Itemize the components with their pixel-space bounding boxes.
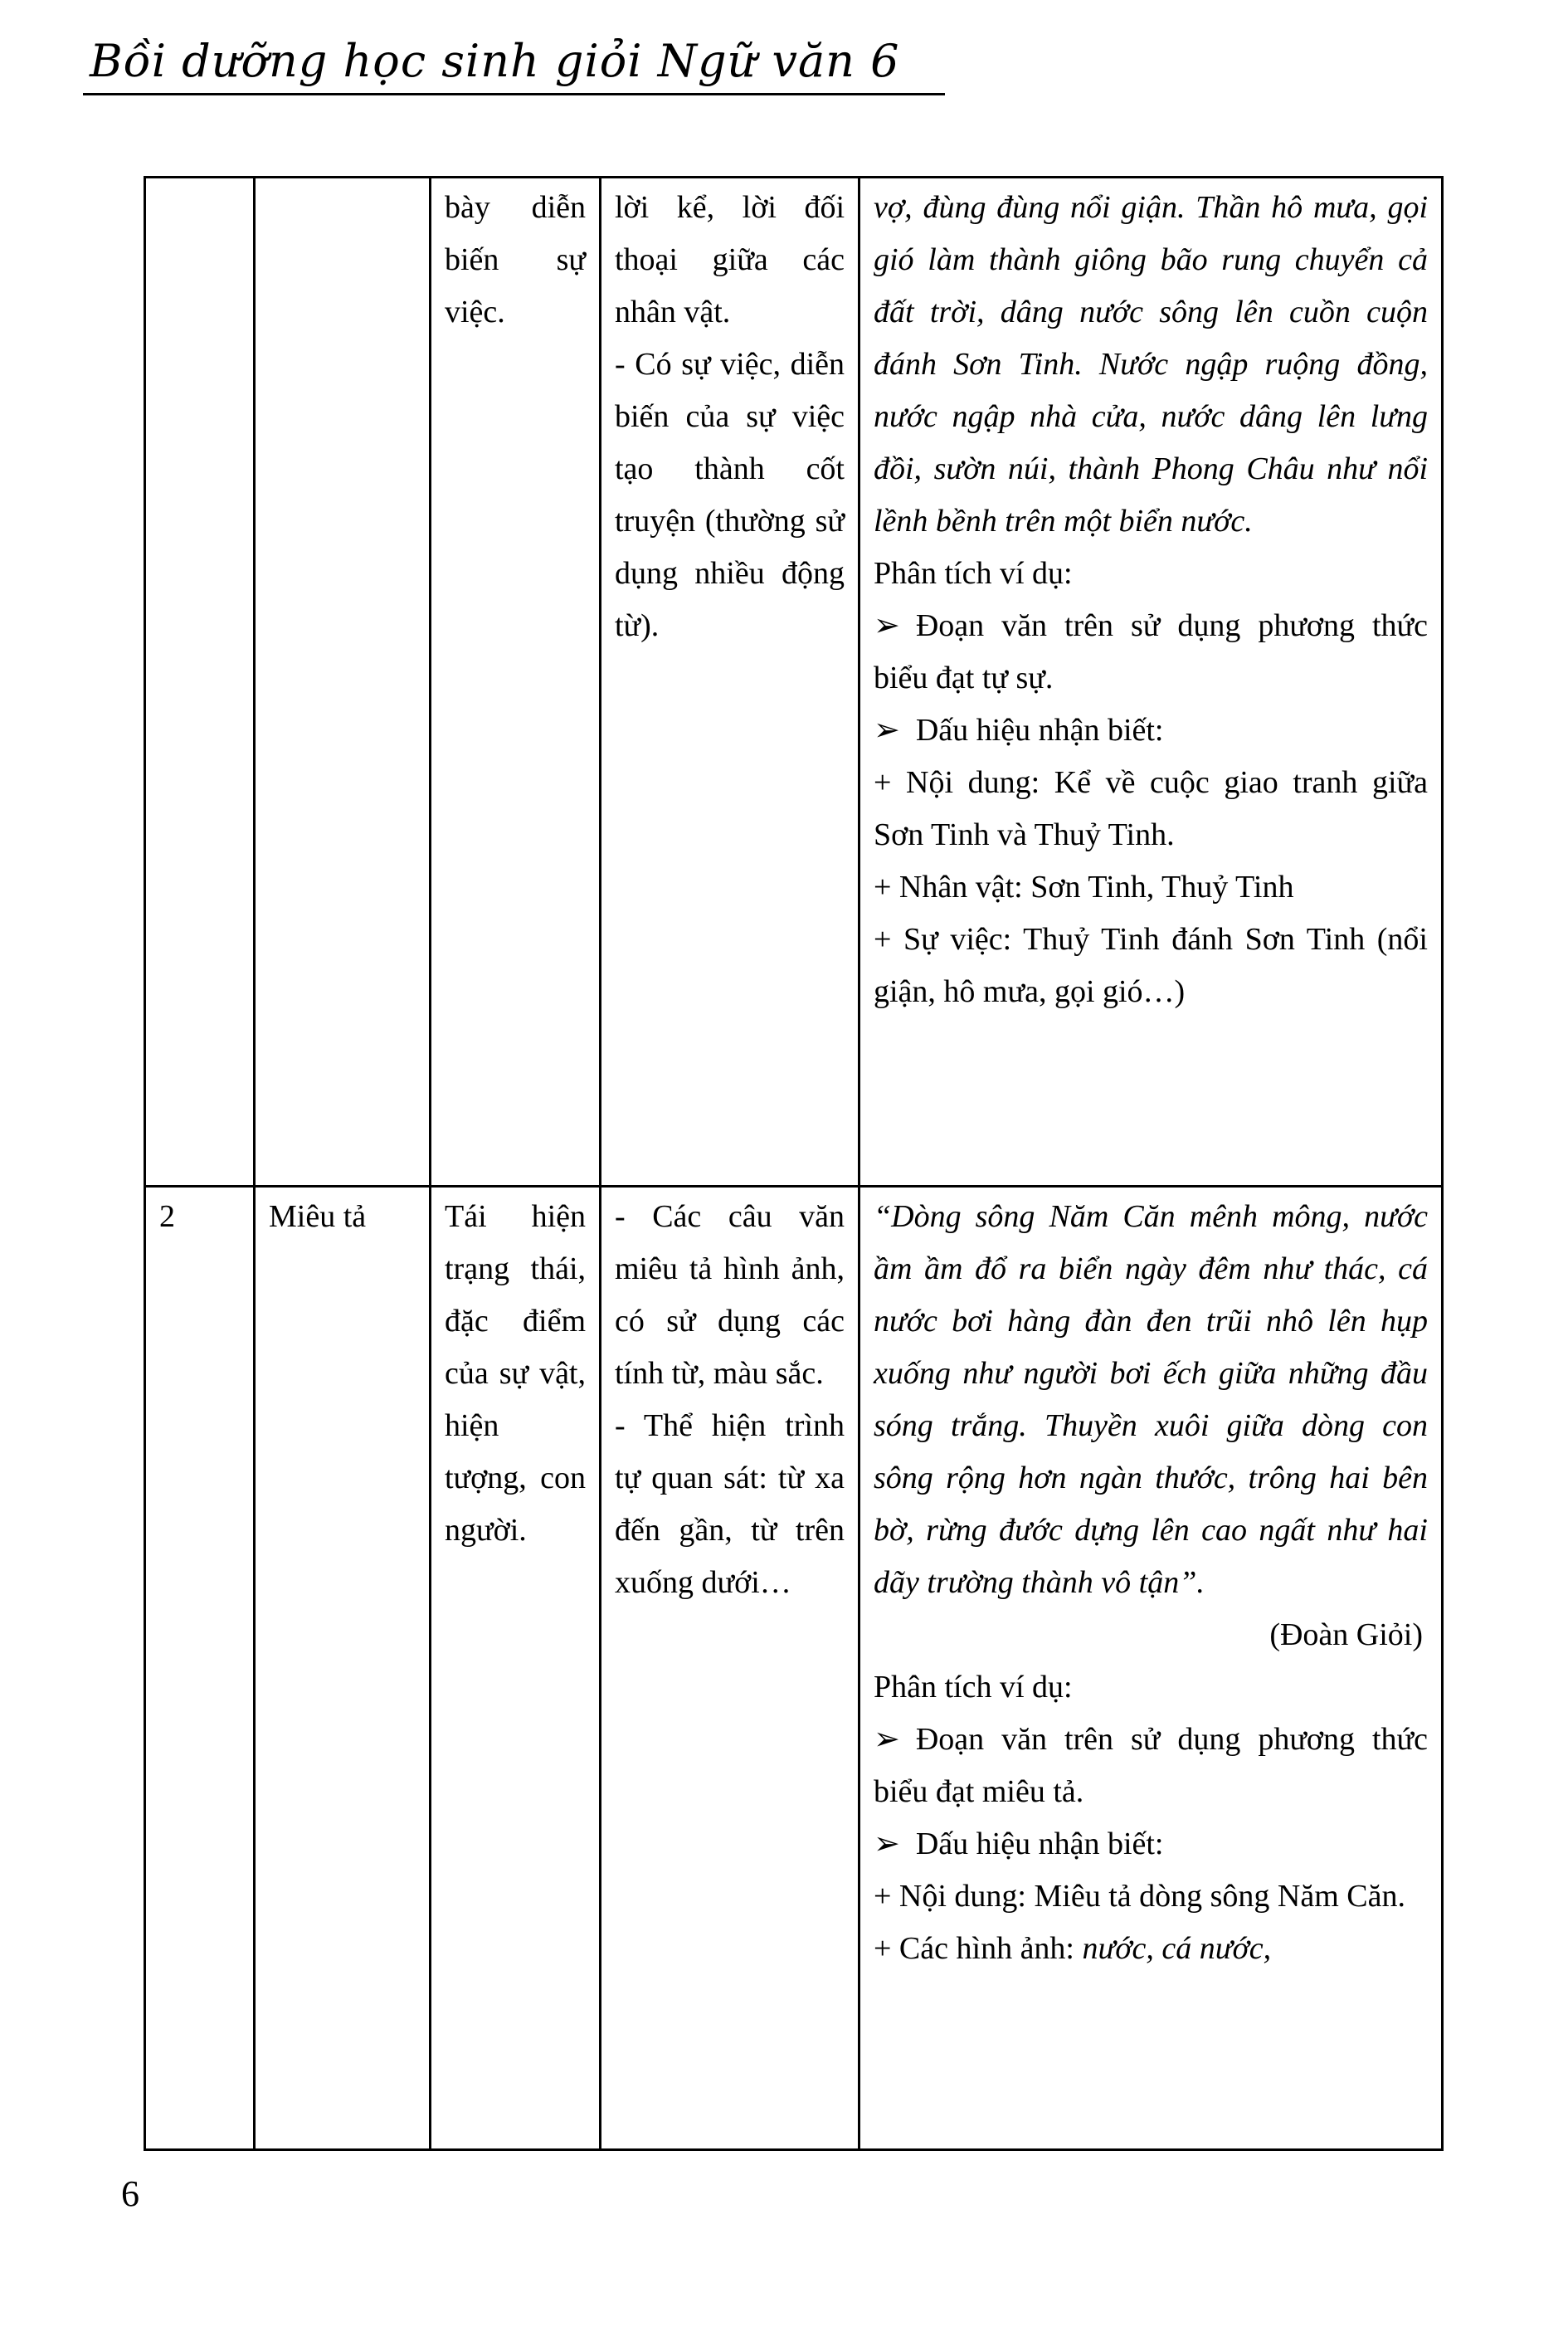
- row1-purpose-text: bày diễn biến sự việc.: [445, 190, 586, 329]
- row2-method-text: Miêu tả: [269, 1199, 367, 1234]
- page-number: 6: [121, 2173, 139, 2214]
- row1-plus-item: + Sự việc: Thuỷ Tinh đánh Sơn Tinh (nổi giận, hô mưa, gọi gió…): [874, 922, 1428, 1009]
- cell-row1-method: [255, 178, 431, 1187]
- row1-example-quote: vợ, đùng đùng nổi giận. Thần hô mưa, gọi gió làm thành giông bão rung chuyển cả đất trời, dâng nước sông lên cuồn cuộn đánh Sơn Tinh. Nước ngập ruộng đồng, nước ngập nhà cửa, nước dâng lên lưng đồi, sườn núi, thành Phong Châu như nổi lềnh bềnh trên một biển nước.: [874, 190, 1428, 539]
- row1-bullet-item: ➢ Dấu hiệu nhận biết:: [874, 713, 1164, 748]
- row2-analysis-label: Phân tích ví dụ:: [874, 1670, 1073, 1705]
- row2-purpose-text: Tái hiện trạng thái, đặc điểm của sự vật, hiện tượng, con người.: [445, 1199, 586, 1548]
- table-row: [145, 178, 1443, 1187]
- row2-plus-item-images: nước, cá nước,: [1082, 1931, 1272, 1966]
- running-head-title: Bồi dưỡng học sinh giỏi Ngữ văn 6: [83, 33, 945, 95]
- cell-row2-example: [859, 1187, 1443, 2150]
- row1-signs-paragraph: - Có sự việc, diễn biến của sự việc tạo thành cốt truyện (thường sử dụng nhiều động từ).: [615, 347, 845, 643]
- row2-bullet-item: ➢ Dấu hiệu nhận biết:: [874, 1826, 1164, 1861]
- row2-stt-text: 2: [159, 1199, 175, 1234]
- row2-plus-item-prefix: + Các hình ảnh:: [874, 1931, 1083, 1966]
- row1-analysis-label: Phân tích ví dụ:: [874, 556, 1073, 591]
- cell-row1-example: [859, 178, 1443, 1187]
- cell-row2-signs: [601, 1187, 859, 2150]
- table-row: [145, 1187, 1443, 2150]
- row2-example-quote: “Dòng sông Năm Căn mênh mông, nước ầm ầm đổ ra biển ngày đêm như thác, cá nước bơi hàng đàn đen trũi nhô lên hụp xuống như người bơi ếch giữa những đầu sóng trắng. Thuyền xuôi giữa dòng con sông rộng hơn ngàn thước, trông hai bên bờ, rừng đước dựng lên cao ngất như hai dãy trường thành vô tận”.: [874, 1199, 1428, 1600]
- cell-row1-stt: [145, 178, 255, 1187]
- expression-methods-table: [144, 176, 1444, 2151]
- cell-row2-purpose: [431, 1187, 601, 2150]
- row2-bullet-item: ➢ Đoạn văn trên sử dụng phương thức biểu đạt miêu tả.: [874, 1722, 1428, 1809]
- cell-row1-purpose: [431, 178, 601, 1187]
- row1-plus-item: + Nhân vật: Sơn Tinh, Thuỷ Tinh: [874, 870, 1294, 905]
- cell-row2-method: [255, 1187, 431, 2150]
- row2-signs-paragraph: - Thể hiện trình tự quan sát: từ xa đến gần, từ trên xuống dưới…: [615, 1408, 845, 1600]
- row1-plus-item: + Nội dung: Kể về cuộc giao tranh giữa Sơn Tinh và Thuỷ Tinh.: [874, 765, 1428, 852]
- row1-bullet-item: ➢ Đoạn văn trên sử dụng phương thức biểu đạt tự sự.: [874, 608, 1428, 695]
- row2-plus-item: + Nội dung: Miêu tả dòng sông Năm Căn.: [874, 1879, 1405, 1914]
- cell-row2-stt: [145, 1187, 255, 2150]
- row2-signs-paragraph: - Các câu văn miêu tả hình ảnh, có sử dụng các tính từ, màu sắc.: [615, 1199, 845, 1391]
- row1-signs-paragraph: lời kể, lời đối thoại giữa các nhân vật.: [615, 190, 845, 329]
- cell-row1-signs: [601, 178, 859, 1187]
- row2-example-author: (Đoàn Giỏi): [1269, 1617, 1423, 1652]
- row2-plus-item: [874, 1923, 1428, 1975]
